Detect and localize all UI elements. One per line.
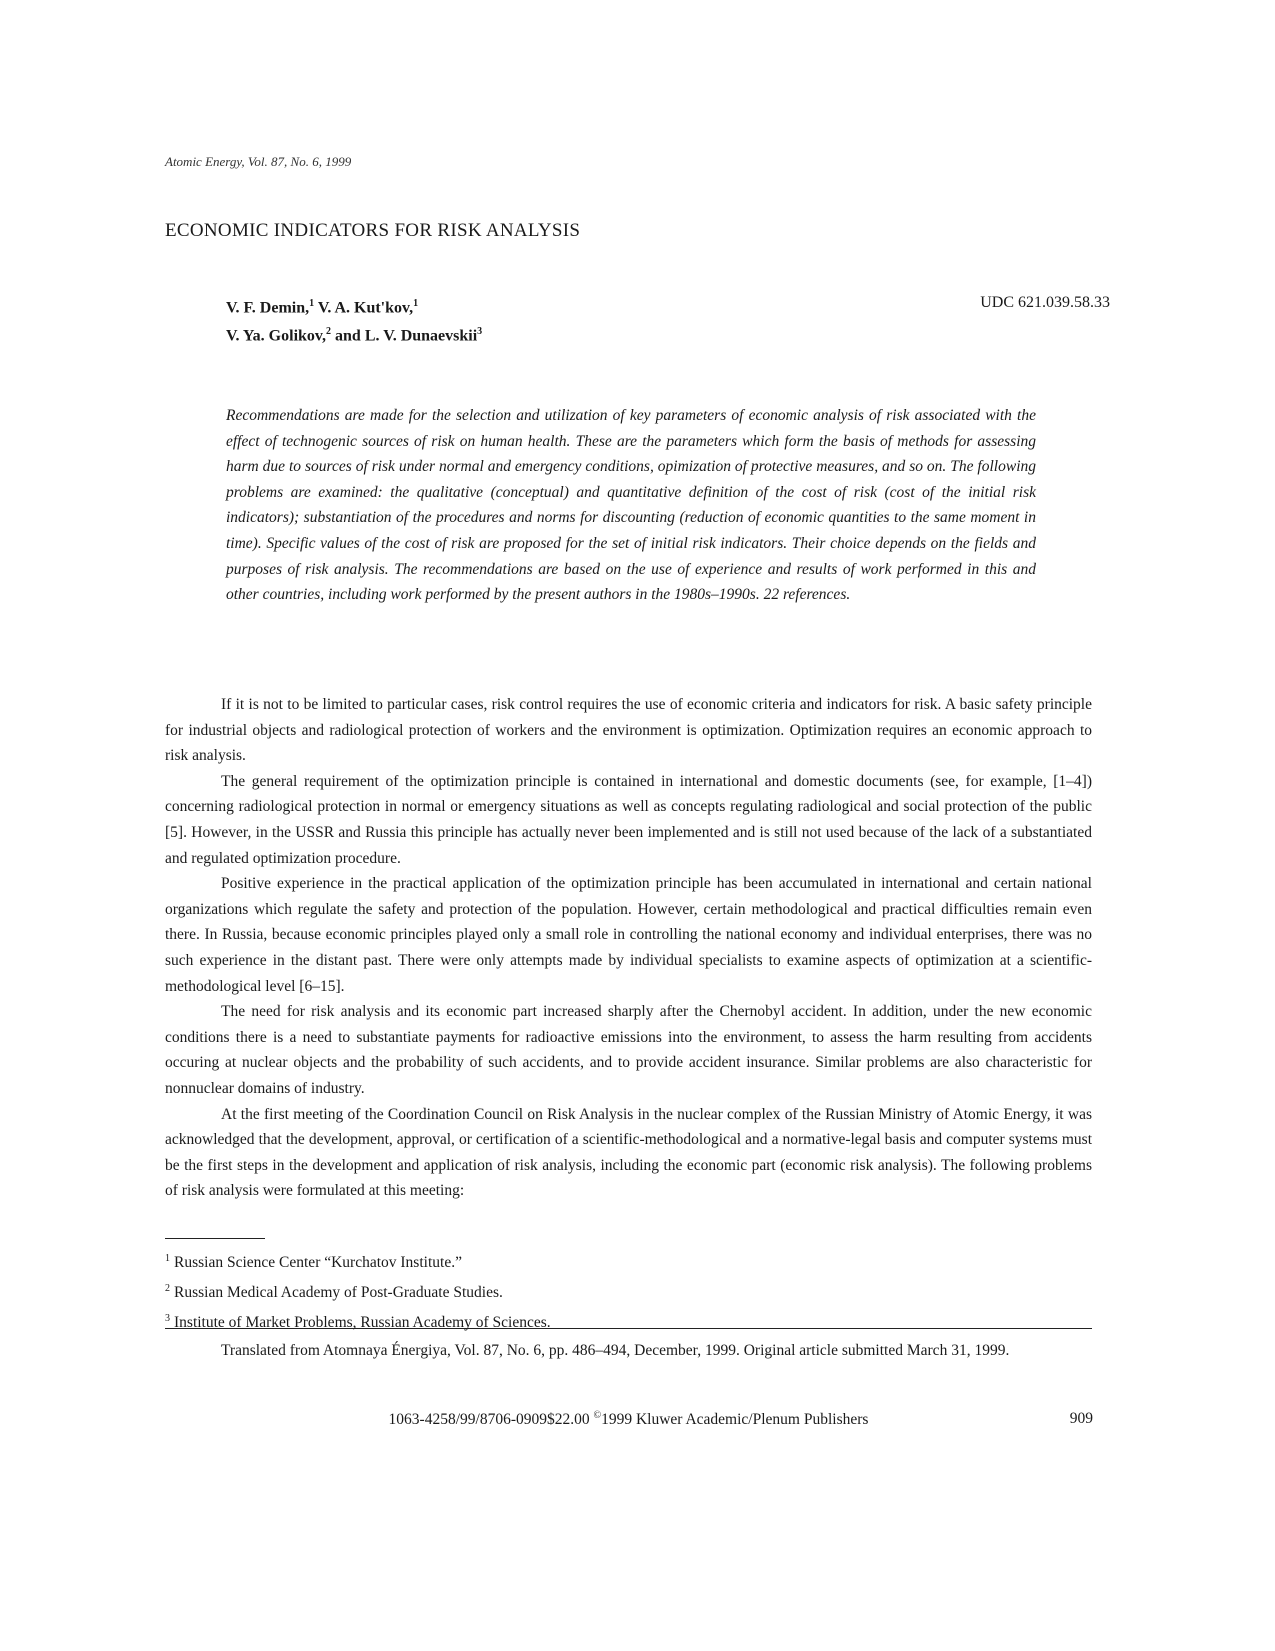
author-demin: V. F. Demin, (226, 299, 310, 317)
translation-divider (165, 1328, 1092, 1329)
affiliation-mark: 1 (413, 298, 419, 309)
footnote-text: Institute of Market Problems, Russian Academy of Sciences. (174, 1313, 551, 1331)
author-line-2 (226, 320, 482, 348)
affiliation-mark: 3 (477, 326, 483, 338)
footnote-item (165, 1276, 551, 1306)
translation-note-text: Translated from Atomnaya Énergiya, Vol. 87, No. 6, pp. 486–494, December, 1999. Original article submitted March 31, 1999. (221, 1342, 1010, 1359)
footnote-text: Russian Science Center “Kurchatov Institute.” (174, 1254, 462, 1272)
translation-note (165, 1338, 1092, 1364)
paragraph: The need for risk analysis and its economic part increased sharply after the Chernobyl accident. In addition, under the new economic conditions there is a need to substantiate payments for radioactive emissions into the environment, to assess the harm resulting from accidents occuring at nuclear objects and the probability of such accidents, and to provide accident insurance. Similar problems are also characteristic for nonnuclear domains of industry. (165, 1003, 1092, 1097)
abstract: Recommendations are made for the selection and utilization of key parameters of economic analysis of risk associated with the effect of technogenic sources of risk on human health. These are the parameters which form the basis of methods for assessing harm due to sources of risk under normal and emergency conditions, opimization of protective measures, and so on. The following problems are examined: the qualitative (conceptual) and quantitative definition of the cost of risk (cost of the initial risk indicators); substantiation of the procedures and norms for discounting (reduction of economic quantities to the same moment in time). Specific values of the cost of risk are proposed for the set of initial risk indicators. Their choice depends on the fields and purposes of risk analysis. The recommendations are based on the use of experience and results of work performed in this and other countries, including work performed by the present authors in the 1980s–1990s. 22 references. (226, 407, 1036, 604)
udc-code: UDC 621.039.58.33 (980, 294, 1110, 311)
issn-code: 1063-4258/99/8706-0909$22.00 (388, 1411, 590, 1429)
paragraph: At the first meeting of the Coordination Council on Risk Analysis in the nuclear complex of the Russian Ministry of Atomic Energy, it was acknowledged that the development, approval, or certification of a scientific-methodological and a normative-legal basis and computer systems must be the first steps in the development and application of risk analysis, including the economic part (economic risk analysis). The following problems of risk analysis were formulated at this meeting: (165, 1105, 1092, 1200)
copyright-line (165, 1410, 1092, 1429)
journal-citation: Atomic Energy, Vol. 87, No. 6, 1999 (165, 154, 352, 169)
article-title: ECONOMIC INDICATORS FOR RISK ANALYSIS (165, 220, 581, 241)
author-dunaevskii: and L. V. Dunaevskii (335, 327, 478, 345)
footnote-item (165, 1246, 551, 1276)
affiliation-mark: 1 (309, 298, 315, 309)
author-kutkov: V. A. Kut'kov, (317, 299, 414, 317)
page-number: 909 (1069, 1410, 1093, 1427)
footnote-text: Russian Medical Academy of Post-Graduate Studies. (174, 1283, 503, 1301)
publisher: 1999 Kluwer Academic/Plenum Publishers (601, 1411, 869, 1429)
author-line-1 (226, 292, 482, 320)
paragraph: Positive experience in the practical application of the optimization principle has been accumulated in international and certain national organizations which regulate the safety and protection of the population. However, certain methodological and practical difficulties remain even there. In Russia, because economic principles played only a small role in controlling the national economy and individual enterprises, there was no such experience in the distant past. There were only attempts made by individual specialists to examine aspects of optimization at a scientific-methodological level [6–15]. (165, 875, 1092, 995)
author-golikov: V. Ya. Golikov, (226, 327, 327, 345)
footnote-divider (165, 1238, 265, 1239)
author-list (226, 292, 482, 349)
footnote-number: 3 (165, 1312, 170, 1324)
footnote-number: 1 (165, 1253, 170, 1264)
body-text (165, 692, 1092, 1204)
footnote-number: 2 (165, 1282, 170, 1294)
footnotes (165, 1246, 551, 1335)
paragraph: If it is not to be limited to particular cases, risk control requires the use of economic criteria and indicators for risk. A basic safety principle for industrial objects and radiological protection of workers and the environment is optimization. Optimization requires an economic approach to risk analysis. (165, 696, 1092, 765)
affiliation-mark: 2 (326, 326, 332, 338)
copyright-icon: © (593, 1410, 602, 1421)
paragraph: The general requirement of the optimization principle is contained in international and domestic documents (see, for example, [1–4]) concerning radiological protection in normal or emergency situations as well as concepts regulating radiological and social protection of the public [5]. However, in the USSR and Russia this principle has actually never been implemented and is still not used because of the lack of a substantiated and regulated optimization procedure. (165, 772, 1092, 867)
footnote-item (165, 1306, 551, 1336)
